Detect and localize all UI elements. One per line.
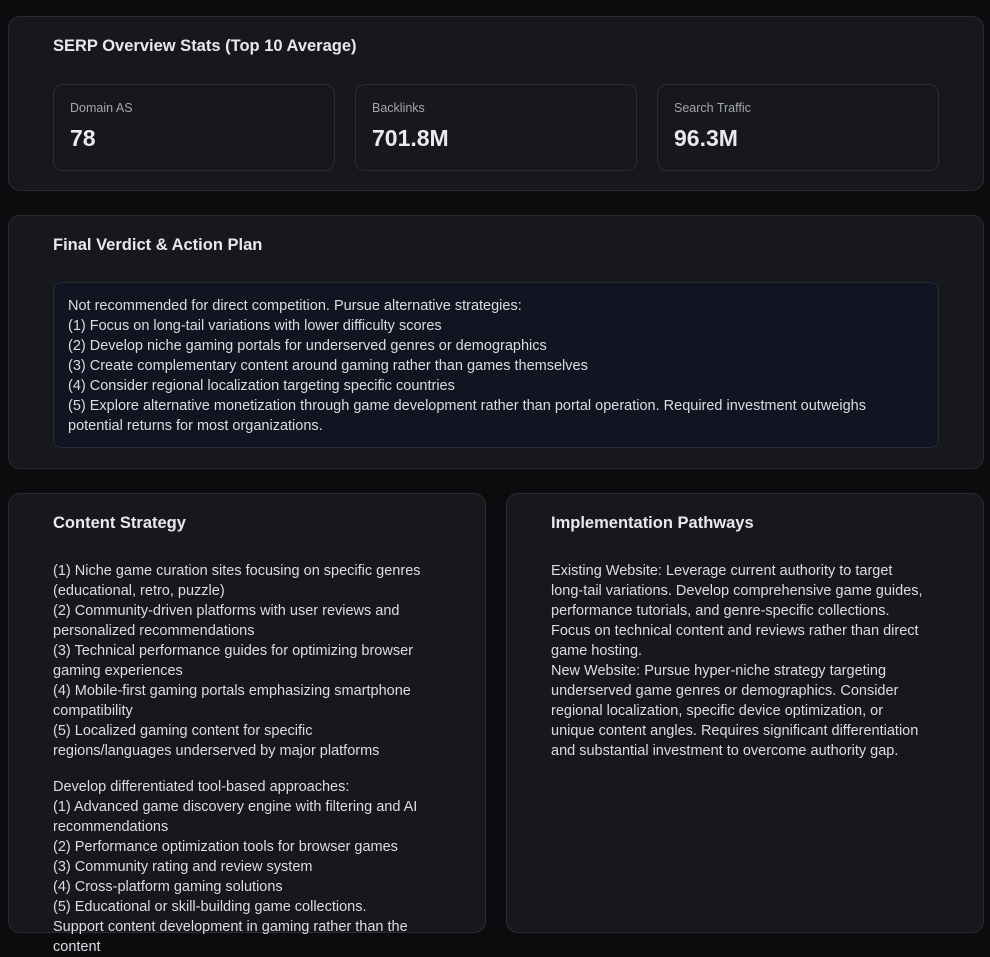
content-line: (1) Niche game curation sites focusing on specific genres [53,563,421,579]
stat-label: Backlinks [372,101,425,115]
content-line: recommendations [53,819,169,835]
verdict-line: (2) Develop niche gaming portals for underserved genres or demographics [68,338,547,354]
content-line: regions/languages underserved by major platforms [53,743,380,759]
paragraph-spacer [53,761,448,777]
verdict-line: potential returns for most organizations. [68,418,323,434]
content-line: (2) Community-driven platforms with user reviews and [53,603,400,619]
implementation-line: underserved game genres or demographics. Consider [551,683,899,699]
verdict-line: (1) Focus on long-tail variations with lower difficulty scores [68,318,442,334]
serp-overview-title: SERP Overview Stats (Top 10 Average) [53,37,357,55]
verdict-line: (4) Consider regional localization targeting specific countries [68,378,455,394]
verdict-line: Not recommended for direct competition. Pursue alternative strategies: [68,298,522,314]
content-line: (3) Technical performance guides for optimizing browser [53,643,413,659]
content-line: compatibility [53,703,133,719]
stat-search-traffic [657,84,939,171]
content-line: personalized recommendations [53,623,255,639]
implementation-line: and substantial investment to overcome authority gap. [551,743,899,759]
content-line: (3) Community rating and review system [53,859,313,875]
final-verdict-title: Final Verdict & Action Plan [53,236,263,254]
content-line: (4) Cross-platform gaming solutions [53,879,283,895]
implementation-line: long-tail variations. Develop comprehensive game guides, [551,583,923,599]
content-strategy-card [8,493,486,955]
content-line: (educational, retro, puzzle) [53,583,225,599]
stat-value: 96.3M [674,125,738,151]
implementation-pathways-card [506,493,984,933]
stat-value: 701.8M [372,125,449,151]
verdict-line: (5) Explore alternative monetization through game development rather than portal operation. Required investment outweighs [68,398,866,414]
implementation-line: unique content angles. Requires significant differentiation [551,723,919,739]
implementation-pathways-title: Implementation Pathways [551,514,754,532]
stat-value: 78 [70,125,96,151]
content-line: (1) Advanced game discovery engine with filtering and AI [53,799,418,815]
stat-domain-as [53,84,335,171]
implementation-line: Focus on technical content and reviews rather than direct [551,623,919,639]
implementation-line: game hosting. [551,643,643,659]
verdict-line: (3) Create complementary content around gaming rather than games themselves [68,358,588,374]
serp-overview-card [8,16,984,191]
content-strategy-title: Content Strategy [53,514,186,532]
stat-label: Search Traffic [674,101,751,115]
content-strategy-body [53,561,448,957]
stat-label: Domain AS [70,101,133,115]
content-line: Develop differentiated tool-based approaches: [53,779,350,795]
content-line: gaming experiences [53,663,183,679]
stat-backlinks [355,84,637,171]
implementation-line: performance tutorials, and genre-specific collections. [551,603,890,619]
content-line: (4) Mobile-first gaming portals emphasizing smartphone [53,683,411,699]
implementation-body [551,561,951,761]
content-line: Support content development in gaming rather than the content [53,919,408,955]
implementation-line: Existing Website: Leverage current authority to target [551,563,893,579]
implementation-line: New Website: Pursue hyper-niche strategy targeting [551,663,887,679]
implementation-line: regional localization, specific device optimization, or [551,703,884,719]
final-verdict-card [8,215,984,469]
verdict-text-box [53,282,939,448]
content-line: (5) Educational or skill-building game collections. [53,899,367,915]
content-line: (2) Performance optimization tools for browser games [53,839,398,855]
content-line: (5) Localized gaming content for specific [53,723,313,739]
